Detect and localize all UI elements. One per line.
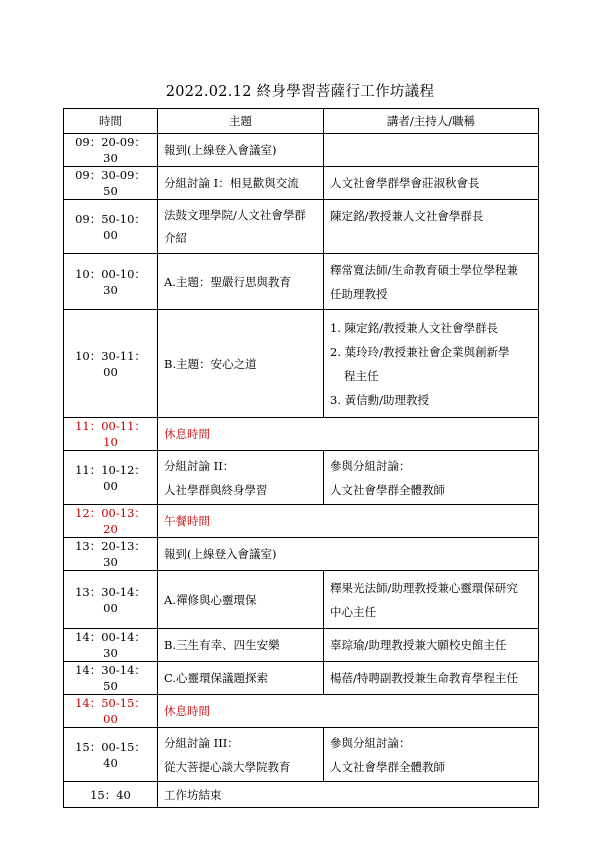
table-row [64,167,539,200]
speaker-line: 參與分組討論： [330,458,411,473]
topic-line: 人社學群與終身學習 [164,482,268,497]
table-row [64,254,539,310]
time-cell: 14：50-15：00 [64,695,158,728]
table-row [64,451,539,505]
speaker-cell [324,728,539,782]
table-row [64,695,539,728]
topic-cell: 報到(上線登入會議室) [158,134,324,167]
speaker-cell [324,254,539,310]
header-topic: 主題 [158,109,324,134]
table-row [64,571,539,629]
topic-cell: 分組討論 I：相見歡與交流 [158,167,324,200]
topic-cell [158,451,324,505]
speaker-cell: 辜琮瑜/助理教授兼大願校史館主任 [324,629,539,662]
speaker-line: 參與分組討論： [330,735,411,750]
table-row [64,310,539,418]
table-row [64,505,539,538]
topic-cell [158,200,324,254]
topic-cell: A.禪修與心靈環保 [158,571,324,629]
time-cell: 09：20-09：30 [64,134,158,167]
topic-cell: C.心靈環保議題探索 [158,662,324,695]
speaker-line: 2. 葉玲玲/教授兼社會企業與創新學 [330,344,510,359]
topic-line: 從大菩提心談大學院教育 [164,759,291,774]
topic-cell: B.三生有幸、四生安樂 [158,629,324,662]
topic-line: 分組討論 III： [164,735,239,750]
topic-line: 分組討論 II： [164,458,235,473]
header-time: 時間 [64,109,158,134]
time-cell: 15：40 [64,782,158,808]
time-cell: 09：30-09：50 [64,167,158,200]
time-cell: 14：30-14：50 [64,662,158,695]
table-row [64,728,539,782]
time-cell: 11：00-11：10 [64,418,158,451]
speaker-line: 程主任 [344,368,379,383]
page-title: 2022.02.12 終身學習菩薩行工作坊議程 [165,84,435,100]
time-cell: 15：00-15：40 [64,728,158,782]
time-cell: 13：30-14：00 [64,571,158,629]
speaker-line: 中心主任 [330,604,376,619]
speaker-cell [324,571,539,629]
speaker-line: 任助理教授 [330,286,388,301]
speaker-line: 人文社會學群全體教師 [330,482,445,497]
speaker-line: 人文社會學群全體教師 [330,759,445,774]
topic-cell: 休息時間 [158,695,539,728]
topic-cell: B.主題：安心之道 [158,310,324,418]
topic-line: 法鼓文理學院/人文社會學群 [164,208,306,222]
time-cell: 10：00-10：30 [64,254,158,310]
table-row [64,134,539,167]
topic-cell: 工作坊結束 [158,782,539,808]
speaker-cell [324,451,539,505]
speaker-line: 3. 黃信勳/助理教授 [330,392,430,407]
time-cell: 13：20-13：30 [64,538,158,571]
speaker-cell: 楊蓓/特聘副教授兼生命教育學程主任 [324,662,539,695]
speaker-line: 1. 陳定銘/教授兼人文社會學群長 [330,320,499,335]
topic-line: 介紹 [164,231,187,245]
header-row [64,109,539,134]
topic-cell: 報到(上線登入會議室) [158,538,539,571]
table-row [64,538,539,571]
time-cell: 11：10-12：00 [64,451,158,505]
table-row [64,662,539,695]
time-cell: 12：00-13：20 [64,505,158,538]
time-cell: 14：00-14：30 [64,629,158,662]
time-cell: 09：50-10：00 [64,200,158,254]
agenda-table [63,108,539,808]
header-speaker: 講者/主持人/職稱 [324,109,539,134]
speaker-line: 釋常寬法師/生命教育碩士學位學程兼 [330,262,518,277]
table-row [64,629,539,662]
table-row [64,782,539,808]
topic-cell: 午餐時間 [158,505,539,538]
speaker-cell: 人文社會學群學會莊淑秋會長 [324,167,539,200]
speaker-line: 釋果光法師/助理教授兼心靈環保研究 [330,580,518,595]
speaker-cell [324,134,539,167]
topic-cell: 休息時間 [158,418,539,451]
table-row [64,418,539,451]
time-cell: 10：30-11：00 [64,310,158,418]
topic-cell: A.主題：聖嚴行思與教育 [158,254,324,310]
speaker-cell: 陳定銘/教授兼人文社會學群長 [324,200,539,254]
speaker-cell [324,310,539,418]
topic-cell [158,728,324,782]
table-row [64,200,539,254]
